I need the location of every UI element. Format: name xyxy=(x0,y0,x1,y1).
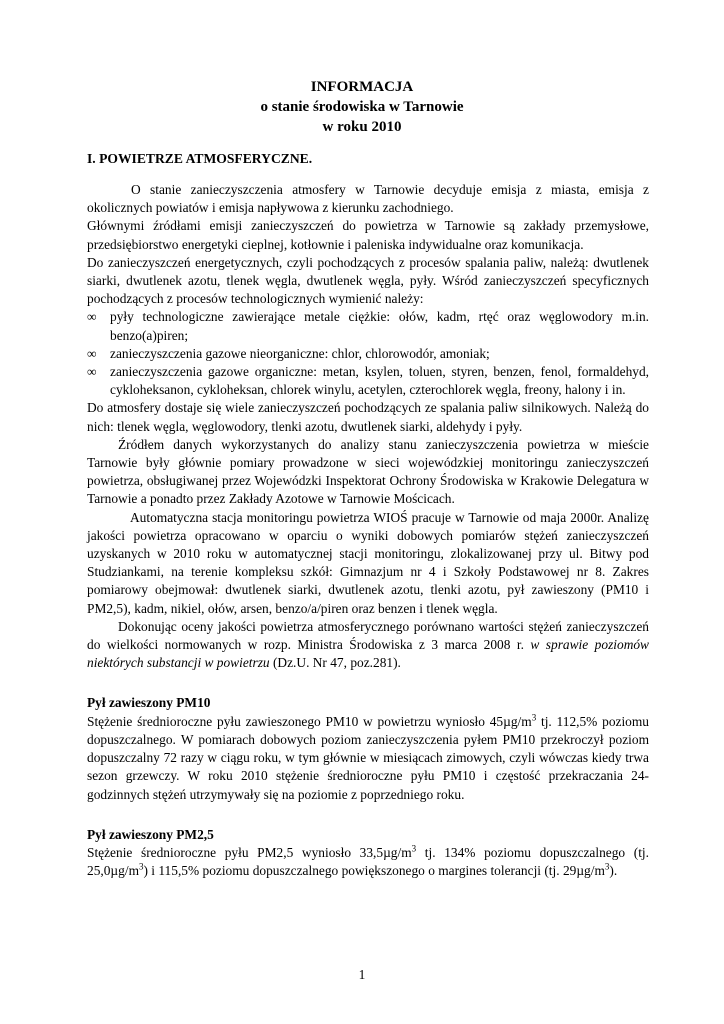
bullet-icon: ∞ xyxy=(87,364,97,380)
document-subtitle: o stanie środowiska w Tarnowie xyxy=(260,99,464,115)
page-number: 1 xyxy=(358,967,366,982)
section-heading: I. POWIETRZE ATMOSFERYCZNE. xyxy=(87,151,313,166)
document-title: INFORMACJA xyxy=(310,79,414,95)
paragraph-energy-pollutants: Do zanieczyszczeń energetycznych, czyli pochodzących z procesów spalania paliw, należą: dwutlenek siarki, dwutlenek azotu, tlenek węgla, dwutlenek węgla, pyły. Wśród zanieczyszczeń specyficznych pochodzących z procesów technologicznych wymienić należy: xyxy=(87,254,649,307)
pm25-text: ) i 115,5% poziomu dopuszczalnego powiększonego o margines tolerancji (tj. 29µg/m xyxy=(143,863,605,879)
paragraph-regulation xyxy=(87,618,649,673)
pm25-text: Stężenie średnioroczne pyłu PM2,5 wyniosło 33,5µg/m xyxy=(87,844,412,860)
pm10-paragraph xyxy=(87,713,649,804)
paragraph-main-sources: Głównymi źródłami emisji zanieczyszczeń do powietrza w Tarnowie są zakłady przemysłowe, przedsiębiorstwo energetyki cieplnej, kotłownie i paleniska indywidualne oraz komunikacja. xyxy=(87,218,649,252)
superscript: 3 xyxy=(411,843,417,854)
list-item xyxy=(87,308,649,344)
document-body xyxy=(87,181,649,880)
paragraph-fuel-emissions: Do atmosfery dostaje się wiele zanieczyszczeń pochodzących ze spalania paliw silnikowych. Należą do nich: tlenek węgla, węglowodory, tlenki azotu, dwutlenek siarki, aldehydy i pyły. xyxy=(87,400,649,434)
bullet-icon: ∞ xyxy=(87,309,97,325)
superscript: 3 xyxy=(604,861,610,872)
regulation-text: Dokonując oceny jakości powietrza atmosferycznego porównano wartości stężeń zanieczyszczeń do wielkości normowanych w rozp. Ministra Środowiska z 3 marca 2008 r. xyxy=(87,618,649,653)
superscript: 3 xyxy=(531,712,537,723)
bullet-icon: ∞ xyxy=(87,345,97,361)
pollutant-list xyxy=(87,308,649,399)
pm10-text: tj. 112,5% poziomu dopuszczalnego. W pomiarach dobowych poziom zanieczyszczenia pyłem PM10 przekroczył poziom dopuszczalny 72 razy w ciągu roku, w tym głównie w miesiącach zimowych, czyli wówczas kiedy trwa sezon grzewczy. W roku 2010 stężenie średnioroczne pyłu PM10 i częstość przekraczania 24-godzinnych stężeń utrzymywały się na poziomie z poprzedniego roku. xyxy=(87,713,649,802)
paragraph-monitoring-station: Automatyczna stacja monitoringu powietrza WIOŚ pracuje w Tarnowie od maja 2000r. Analizę jakości powietrza opracowano w oparciu o wyniki dobowych pomiarów stężeń zanieczyszczeń uzyskanych w 2010 roku w automatycznej stacji monitoringu, zlokalizowanej przy ul. Bitwy pod Studziankami, na terenie kompleksu szkół: Gimnazjum nr 4 i Szkoły Podstawowej nr 8. Zakres pomiarowy obejmował: dwutlenek siarki, dwutlenek azotu, tlenki azotu, pył zawieszony (PM10 i PM2,5), kadm, nikiel, ołów, arsen, benzo/a/piren oraz benzen i tlenek węgla. xyxy=(87,509,649,616)
regulation-reference: (Dz.U. Nr 47, poz.281). xyxy=(269,655,401,671)
list-item-text: zanieczyszczenia gazowe organiczne: metan, ksylen, toluen, styren, benzen, fenol, formaldehyd, cykloheksanon, cykloheksan, chlorek winylu, acetylen, czterochlorek węgla, freony, halony i in. xyxy=(110,364,649,398)
paragraph-emission-sources: O stanie zanieczyszczenia atmosfery w Tarnowie decyduje emisja z miasta, emisja z okolicznych powiatów i emisja napływowa z kierunku zachodniego. xyxy=(87,182,649,216)
list-item-text: zanieczyszczenia gazowe nieorganiczne: chlor, chlorowodór, amoniak; xyxy=(110,345,490,361)
list-item-text: pyły technologiczne zawierające metale ciężkie: ołów, kadm, rtęć oraz węglowodory m.in. benzo(a)piren; xyxy=(110,309,649,343)
regulation-title: w sprawie poziomów niektórych substancji w powietrzu xyxy=(87,637,649,671)
document-title-block xyxy=(0,77,724,137)
paragraph-data-sources: Źródłem danych wykorzystanych do analizy stanu zanieczyszczenia powietrza w mieście Tarnowie były głównie pomiary prowadzone w sieci wojewódzkiej monitoringu zanieczyszczeń powietrza, obsługiwanej przez Wojewódzki Inspektorat Ochrony Środowiska w Krakowie Delegatura w Tarnowie a ponadto przez Zakłady Azotowe w Tarnowie Mościcach. xyxy=(87,436,649,507)
pm25-text: ). xyxy=(609,863,618,879)
pm25-paragraph xyxy=(87,844,649,880)
pm10-heading: Pył zawieszony PM10 xyxy=(87,695,211,711)
document-year: w roku 2010 xyxy=(322,119,402,135)
pm25-text: tj. 134% poziomu dopuszczalnego (tj. 25,0µg/m xyxy=(87,844,649,879)
list-item xyxy=(87,345,649,363)
pm10-text: Stężenie średnioroczne pyłu zawieszonego PM10 w powietrzu wyniosło 45µg/m xyxy=(87,713,532,729)
list-item xyxy=(87,363,649,399)
superscript: 3 xyxy=(138,861,144,872)
pm25-heading: Pył zawieszony PM2,5 xyxy=(87,826,214,842)
